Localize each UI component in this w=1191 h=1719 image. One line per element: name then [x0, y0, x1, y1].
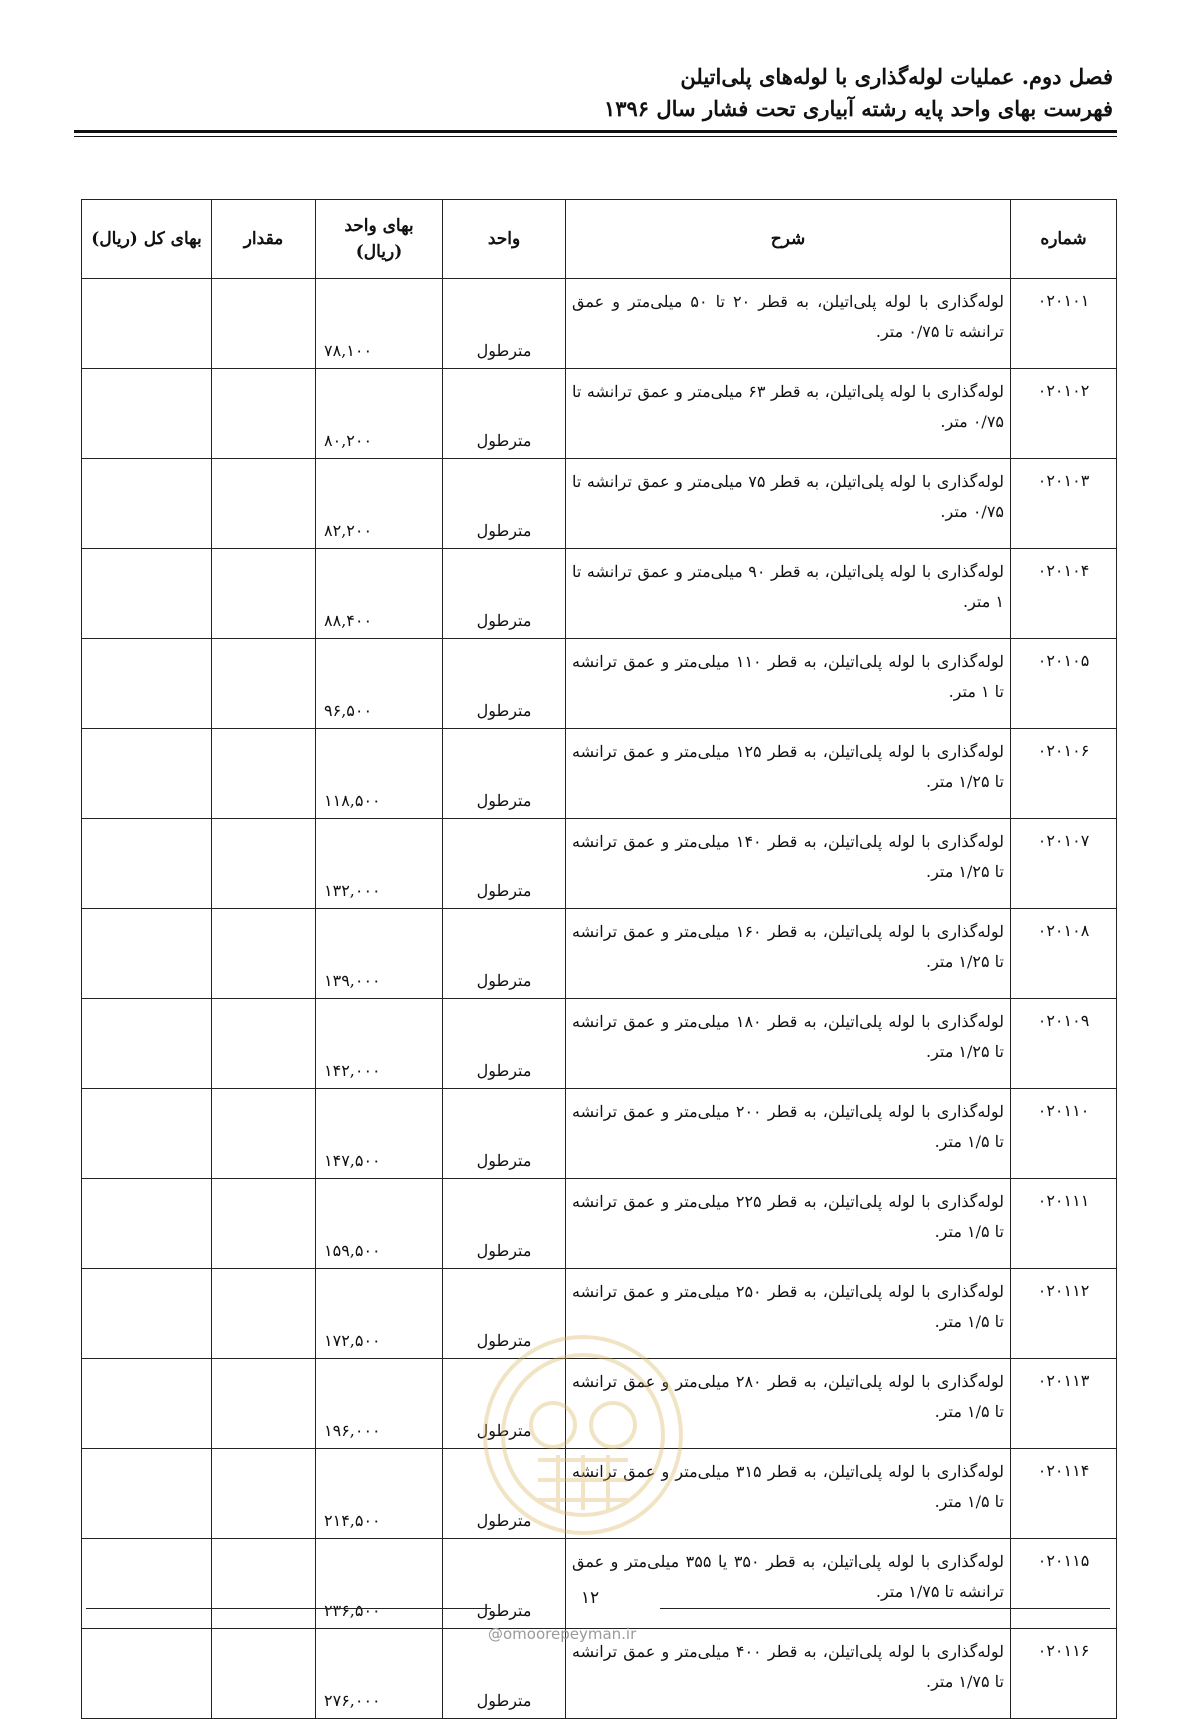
item-total-price: [82, 729, 212, 819]
item-unit: مترطول: [443, 1359, 566, 1449]
table-row: [82, 1089, 1117, 1179]
item-unit-price: ۱۹۶,۰۰۰: [316, 1359, 443, 1449]
item-description: لوله‌گذاری با لوله پلی‌اتیلن، به قطر ۱۲۵ میلی‌متر و عمق ترانشه تا ۱/۲۵ متر.: [566, 729, 1011, 819]
footer-rule-right: [660, 1608, 1110, 1609]
table-row: [82, 999, 1117, 1089]
unit-price-header-line2: (ریال): [355, 242, 403, 262]
item-unit-price: ۱۴۷,۵۰۰: [316, 1089, 443, 1179]
col-header-unit-price: [316, 200, 443, 279]
item-total-price: [82, 369, 212, 459]
item-total-price: [82, 909, 212, 999]
item-total-price: [82, 549, 212, 639]
table-row: [82, 639, 1117, 729]
item-unit: مترطول: [443, 1269, 566, 1359]
item-unit: مترطول: [443, 1179, 566, 1269]
item-unit: مترطول: [443, 909, 566, 999]
item-description: لوله‌گذاری با لوله پلی‌اتیلن، به قطر ۴۰۰ میلی‌متر و عمق ترانشه تا ۱/۷۵ متر.: [566, 1629, 1011, 1719]
table-row: [82, 1539, 1117, 1629]
item-quantity: [212, 819, 316, 909]
item-description: لوله‌گذاری با لوله پلی‌اتیلن، به قطر ۲۸۰ میلی‌متر و عمق ترانشه تا ۱/۵ متر.: [566, 1359, 1011, 1449]
item-total-price: [82, 999, 212, 1089]
table-row: [82, 279, 1117, 369]
item-unit-price: ۱۳۹,۰۰۰: [316, 909, 443, 999]
item-total-price: [82, 1629, 212, 1719]
item-description: لوله‌گذاری با لوله پلی‌اتیلن، به قطر ۱۱۰ میلی‌متر و عمق ترانشه تا ۱ متر.: [566, 639, 1011, 729]
item-total-price: [82, 1359, 212, 1449]
unit-price-header-line1: بهای واحد: [344, 216, 414, 236]
item-unit-price: ۸۸,۴۰۰: [316, 549, 443, 639]
item-number: ۰۲۰۱۱۵: [1011, 1539, 1117, 1629]
item-total-price: [82, 1539, 212, 1629]
item-quantity: [212, 459, 316, 549]
item-quantity: [212, 1269, 316, 1359]
item-number: ۰۲۰۱۰۶: [1011, 729, 1117, 819]
item-description: لوله‌گذاری با لوله پلی‌اتیلن، به قطر ۷۵ میلی‌متر و عمق ترانشه تا ۰/۷۵ متر.: [566, 459, 1011, 549]
catalog-title: فهرست بهای واحد پایه رشته آبیاری تحت فشار سال ۱۳۹۶: [603, 96, 1113, 121]
item-quantity: [212, 909, 316, 999]
item-unit: مترطول: [443, 639, 566, 729]
item-total-price: [82, 279, 212, 369]
item-unit: مترطول: [443, 369, 566, 459]
col-header-quantity: مقدار: [212, 200, 316, 279]
item-number: ۰۲۰۱۱۱: [1011, 1179, 1117, 1269]
website-watermark: @omoorepeyman.ir: [488, 1625, 637, 1643]
item-number: ۰۲۰۱۱۰: [1011, 1089, 1117, 1179]
item-description: لوله‌گذاری با لوله پلی‌اتیلن، به قطر ۱۴۰ میلی‌متر و عمق ترانشه تا ۱/۲۵ متر.: [566, 819, 1011, 909]
item-description: لوله‌گذاری با لوله پلی‌اتیلن، به قطر ۲۰۰ میلی‌متر و عمق ترانشه تا ۱/۵ متر.: [566, 1089, 1011, 1179]
price-table: [81, 199, 1117, 1719]
chapter-title: فصل دوم. عملیات لوله‌گذاری با لوله‌های پلی‌اتیلن: [680, 64, 1113, 89]
item-total-price: [82, 1449, 212, 1539]
item-quantity: [212, 999, 316, 1089]
item-unit-price: ۱۳۲,۰۰۰: [316, 819, 443, 909]
col-header-unit: واحد: [443, 200, 566, 279]
item-number: ۰۲۰۱۱۴: [1011, 1449, 1117, 1539]
item-unit: مترطول: [443, 819, 566, 909]
item-number: ۰۲۰۱۰۴: [1011, 549, 1117, 639]
item-number: ۰۲۰۱۱۳: [1011, 1359, 1117, 1449]
col-header-description: شرح: [566, 200, 1011, 279]
item-unit-price: ۱۵۹,۵۰۰: [316, 1179, 443, 1269]
item-number: ۰۲۰۱۰۹: [1011, 999, 1117, 1089]
page-header: [604, 60, 1113, 124]
item-quantity: [212, 549, 316, 639]
table-row: [82, 819, 1117, 909]
item-description: لوله‌گذاری با لوله پلی‌اتیلن، به قطر ۱۶۰ میلی‌متر و عمق ترانشه تا ۱/۲۵ متر.: [566, 909, 1011, 999]
item-quantity: [212, 1359, 316, 1449]
item-number: ۰۲۰۱۰۳: [1011, 459, 1117, 549]
table-row: [82, 1179, 1117, 1269]
item-quantity: [212, 1449, 316, 1539]
item-description: لوله‌گذاری با لوله پلی‌اتیلن، به قطر ۹۰ میلی‌متر و عمق ترانشه تا ۱ متر.: [566, 549, 1011, 639]
table-row: [82, 909, 1117, 999]
item-unit-price: ۸۰,۲۰۰: [316, 369, 443, 459]
item-number: ۰۲۰۱۰۷: [1011, 819, 1117, 909]
item-description: لوله‌گذاری با لوله پلی‌اتیلن، به قطر ۳۱۵ میلی‌متر و عمق ترانشه تا ۱/۵ متر.: [566, 1449, 1011, 1539]
table-row: [82, 459, 1117, 549]
item-description: لوله‌گذاری با لوله پلی‌اتیلن، به قطر ۲۰ تا ۵۰ میلی‌متر و عمق ترانشه تا ۰/۷۵ متر.: [566, 279, 1011, 369]
item-unit-price: ۱۷۲,۵۰۰: [316, 1269, 443, 1359]
item-unit: مترطول: [443, 1629, 566, 1719]
item-quantity: [212, 279, 316, 369]
item-description: لوله‌گذاری با لوله پلی‌اتیلن، به قطر ۶۳ میلی‌متر و عمق ترانشه تا ۰/۷۵ متر.: [566, 369, 1011, 459]
item-quantity: [212, 729, 316, 819]
item-unit-price: ۲۷۶,۰۰۰: [316, 1629, 443, 1719]
table-row: [82, 1269, 1117, 1359]
item-unit-price: ۷۸,۱۰۰: [316, 279, 443, 369]
item-description: لوله‌گذاری با لوله پلی‌اتیلن، به قطر ۲۵۰ میلی‌متر و عمق ترانشه تا ۱/۵ متر.: [566, 1269, 1011, 1359]
item-total-price: [82, 1179, 212, 1269]
item-total-price: [82, 639, 212, 729]
item-unit: مترطول: [443, 459, 566, 549]
item-unit: مترطول: [443, 279, 566, 369]
item-unit-price: ۸۲,۲۰۰: [316, 459, 443, 549]
item-unit: مترطول: [443, 1539, 566, 1629]
table-row: [82, 1359, 1117, 1449]
item-unit-price: ۹۶,۵۰۰: [316, 639, 443, 729]
item-unit: مترطول: [443, 549, 566, 639]
item-unit: مترطول: [443, 999, 566, 1089]
item-quantity: [212, 1629, 316, 1719]
item-number: ۰۲۰۱۰۲: [1011, 369, 1117, 459]
item-number: ۰۲۰۱۰۱: [1011, 279, 1117, 369]
item-quantity: [212, 1089, 316, 1179]
table-row: [82, 1449, 1117, 1539]
item-unit: مترطول: [443, 1089, 566, 1179]
table-row: [82, 369, 1117, 459]
item-unit-price: ۲۱۴,۵۰۰: [316, 1449, 443, 1539]
item-quantity: [212, 639, 316, 729]
header-rule-thin: [74, 136, 1117, 137]
item-unit-price: ۲۳۶,۵۰۰: [316, 1539, 443, 1629]
item-unit-price: ۱۴۲,۰۰۰: [316, 999, 443, 1089]
item-number: ۰۲۰۱۰۵: [1011, 639, 1117, 729]
header-rule-thick: [74, 130, 1117, 133]
item-total-price: [82, 459, 212, 549]
item-unit: مترطول: [443, 729, 566, 819]
footer-rule-left: [86, 1608, 491, 1609]
item-number: ۰۲۰۱۱۶: [1011, 1629, 1117, 1719]
item-total-price: [82, 1089, 212, 1179]
item-number: ۰۲۰۱۰۸: [1011, 909, 1117, 999]
item-quantity: [212, 1539, 316, 1629]
item-number: ۰۲۰۱۱۲: [1011, 1269, 1117, 1359]
table-row: [82, 549, 1117, 639]
item-total-price: [82, 819, 212, 909]
item-description: لوله‌گذاری با لوله پلی‌اتیلن، به قطر ۱۸۰ میلی‌متر و عمق ترانشه تا ۱/۲۵ متر.: [566, 999, 1011, 1089]
table-header-row: [82, 200, 1117, 279]
item-description: لوله‌گذاری با لوله پلی‌اتیلن، به قطر ۲۲۵ میلی‌متر و عمق ترانشه تا ۱/۵ متر.: [566, 1179, 1011, 1269]
item-unit-price: ۱۱۸,۵۰۰: [316, 729, 443, 819]
item-quantity: [212, 369, 316, 459]
col-header-total-price: بهای کل (ریال): [82, 200, 212, 279]
item-description: لوله‌گذاری با لوله پلی‌اتیلن، به قطر ۳۵۰ یا ۳۵۵ میلی‌متر و عمق ترانشه تا ۱/۷۵ متر.: [566, 1539, 1011, 1629]
item-total-price: [82, 1269, 212, 1359]
page-number: ۱۲: [580, 1588, 600, 1608]
table-row: [82, 729, 1117, 819]
col-header-number: شماره: [1011, 200, 1117, 279]
item-quantity: [212, 1179, 316, 1269]
item-unit: مترطول: [443, 1449, 566, 1539]
